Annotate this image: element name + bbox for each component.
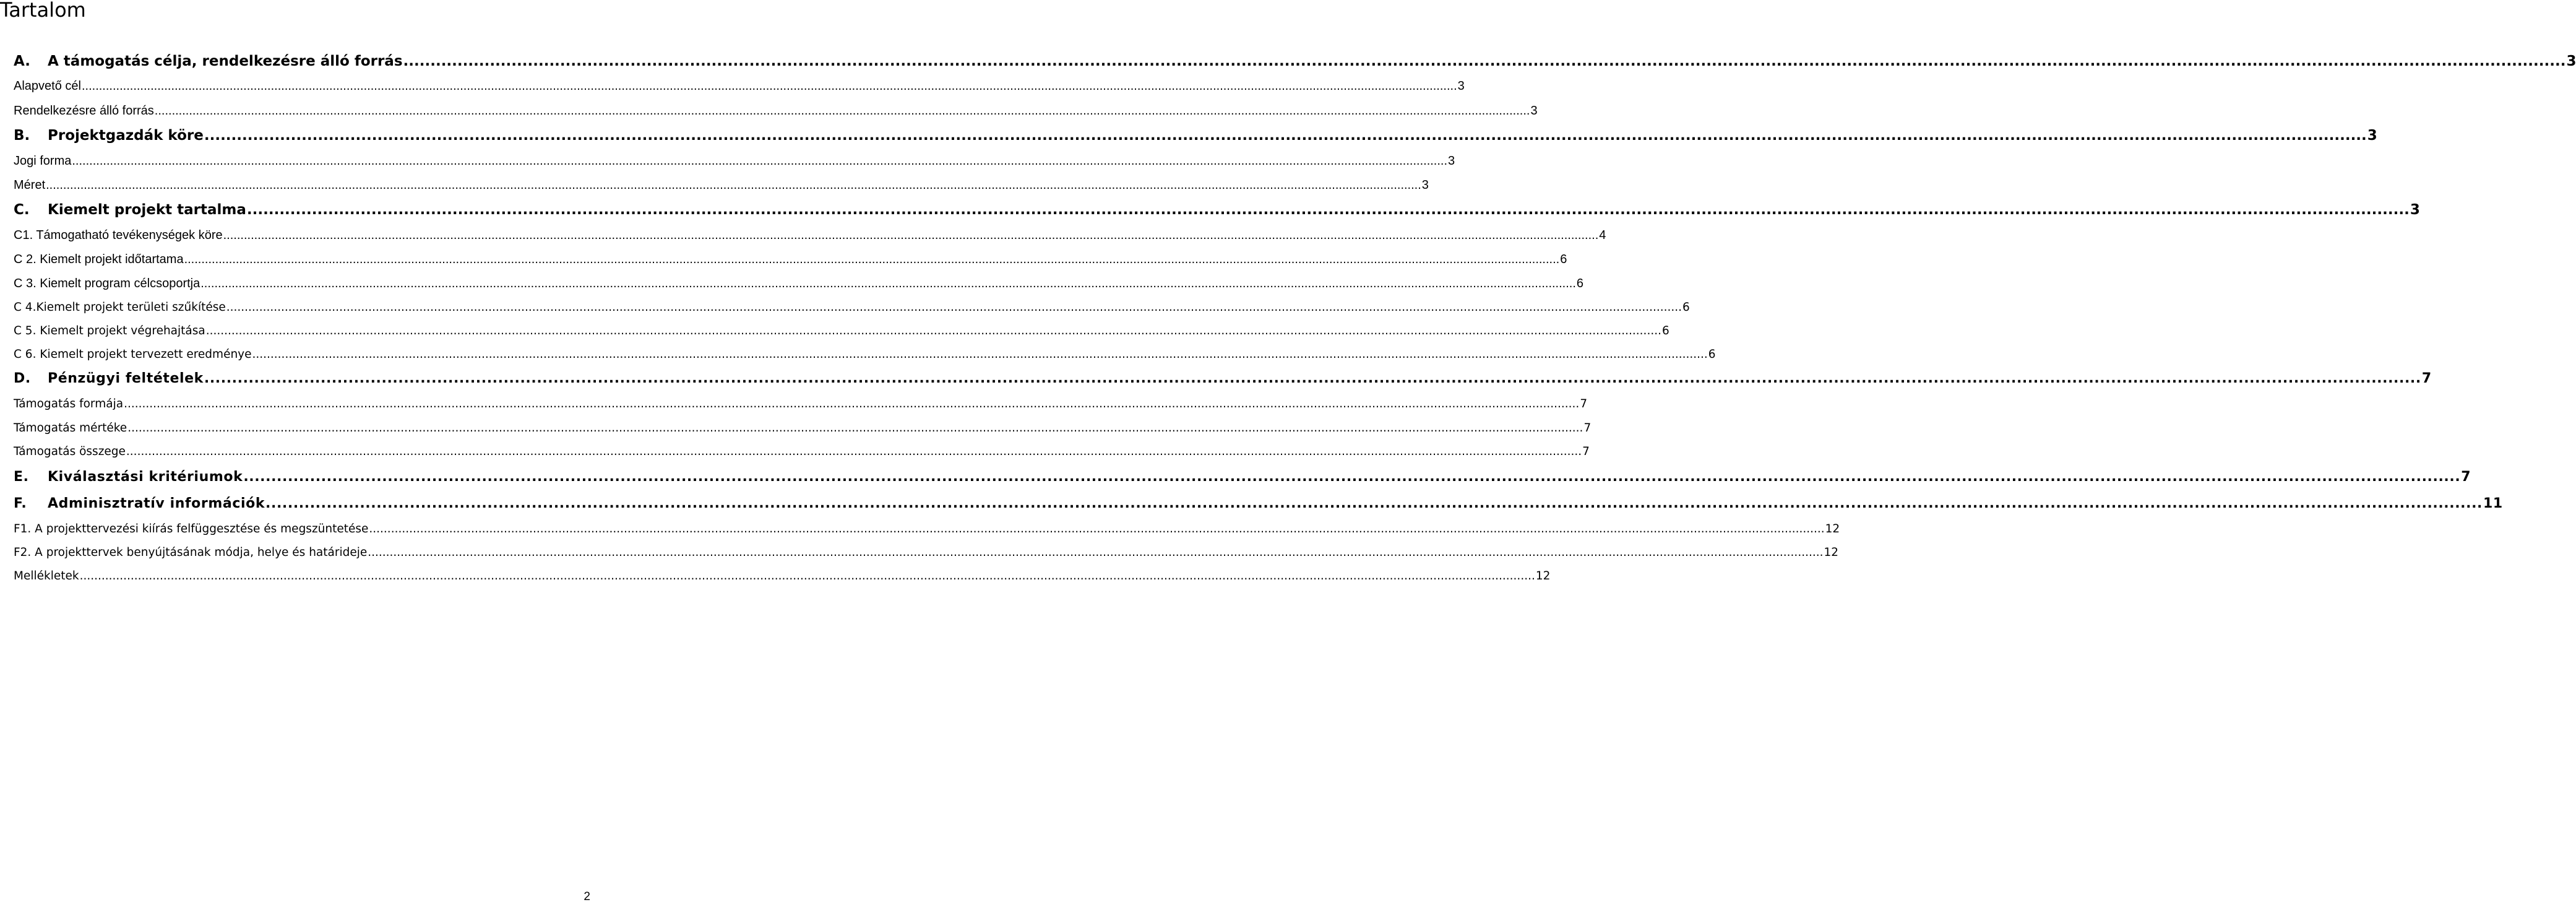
toc-entry-d[interactable] xyxy=(14,371,2432,386)
toc-text: F1. A projekttervezési kiírás felfüggesztése és megszüntetése xyxy=(14,522,369,535)
toc-entry-f[interactable] xyxy=(14,496,2503,511)
toc-text: C 2. Kiemelt projekt időtartama xyxy=(14,253,184,266)
toc-text: C 3. Kiemelt program célcsoportja xyxy=(14,277,200,290)
toc-entry-jogi-forma[interactable] xyxy=(14,154,1455,168)
toc-leader: ................................................................................................................................................................................................................................................................................................................................................................................................................ xyxy=(226,301,1682,314)
toc-entry-tamogatas-osszege[interactable] xyxy=(14,445,1590,458)
toc-leader: ................................................................................................................................................................................................................................................................................................................................................................................................................ xyxy=(246,202,2410,218)
toc-text: Támogatás formája xyxy=(14,397,124,410)
toc-text: Támogatás összege xyxy=(14,445,126,458)
toc-number: C. xyxy=(14,202,30,218)
toc-leader: ................................................................................................................................................................................................................................................................................................................................................................................................................ xyxy=(204,128,2367,144)
toc-number: D. xyxy=(14,371,31,386)
toc-page: 3 xyxy=(2367,128,2377,144)
toc-leader: ................................................................................................................................................................................................................................................................................................................................................................................................................ xyxy=(205,324,1661,337)
toc-text: Méret xyxy=(14,178,46,192)
toc-text: A támogatás célja, rendelkezésre álló forrás xyxy=(48,53,403,69)
toc-leader: ................................................................................................................................................................................................................................................................................................................................................................................................................ xyxy=(368,546,1824,559)
toc-page: 7 xyxy=(1580,397,1588,410)
toc-entry-mellekletek[interactable] xyxy=(14,570,1551,583)
toc-text: Jogi forma xyxy=(14,154,72,168)
toc-leader: ................................................................................................................................................................................................................................................................................................................................................................................................................ xyxy=(403,53,2566,69)
toc-entry-b[interactable] xyxy=(14,128,2377,144)
toc-page: 6 xyxy=(1576,277,1584,290)
toc-leader: ................................................................................................................................................................................................................................................................................................................................................................................................................ xyxy=(243,469,2461,485)
toc-page: 4 xyxy=(1599,228,1606,242)
toc-entry-tamogatas-formaja[interactable] xyxy=(14,397,1588,410)
page-title: Tartalom xyxy=(0,0,86,22)
toc-text: Rendelkezésre álló forrás xyxy=(14,104,154,118)
toc-number: A. xyxy=(14,53,30,69)
toc-entry-tamogatas-merteke[interactable] xyxy=(14,422,1592,435)
toc-label xyxy=(14,371,204,386)
toc-entry-c3[interactable] xyxy=(14,277,1584,291)
toc-leader: ................................................................................................................................................................................................................................................................................................................................................................................................................ xyxy=(265,496,2483,511)
toc-label xyxy=(14,53,403,69)
toc-page: 6 xyxy=(1682,301,1690,314)
toc-entry-a[interactable] xyxy=(14,53,2576,69)
toc-page: 3 xyxy=(2410,202,2420,218)
toc-label xyxy=(14,469,243,485)
toc-entry-c4[interactable] xyxy=(14,301,1690,314)
toc-leader: ................................................................................................................................................................................................................................................................................................................................................................................................................ xyxy=(127,422,1583,435)
toc-entry-e[interactable] xyxy=(14,469,2471,485)
toc-text: Pénzügyi feltételek xyxy=(48,371,204,386)
toc-page: 7 xyxy=(1583,422,1592,435)
toc-text: C1. Támogatható tevékenységek köre xyxy=(14,228,223,242)
toc-text: Mellékletek xyxy=(14,570,79,583)
toc-entry-c[interactable] xyxy=(14,202,2420,218)
toc-text: Kiemelt projekt tartalma xyxy=(48,202,246,218)
toc-number: B. xyxy=(14,128,30,144)
toc-text: C 6. Kiemelt projekt tervezett eredménye xyxy=(14,348,252,361)
toc-entry-rendelkezesre-allo-forras[interactable] xyxy=(14,104,1538,118)
toc-page: 3 xyxy=(1448,154,1455,168)
toc-page: 6 xyxy=(1661,324,1669,337)
toc-entry-c5[interactable] xyxy=(14,324,1669,337)
toc-text: C 5. Kiemelt projekt végrehajtása xyxy=(14,324,205,337)
toc-entry-meret[interactable] xyxy=(14,178,1429,193)
toc-leader: ................................................................................................................................................................................................................................................................................................................................................................................................................ xyxy=(124,397,1580,410)
toc-entry-c6[interactable] xyxy=(14,348,1716,361)
toc-page: 6 xyxy=(1560,253,1567,266)
toc-leader: ................................................................................................................................................................................................................................................................................................................................................................................................................ xyxy=(46,178,1421,192)
toc-label xyxy=(14,202,246,218)
toc-entry-c1[interactable] xyxy=(14,228,1606,243)
toc-page: 12 xyxy=(1825,522,1840,535)
toc-leader: ................................................................................................................................................................................................................................................................................................................................................................................................................ xyxy=(184,253,1560,266)
toc-page: 6 xyxy=(1708,348,1716,361)
toc-page: 7 xyxy=(2421,371,2432,386)
toc-label xyxy=(14,128,204,144)
toc-leader: ................................................................................................................................................................................................................................................................................................................................................................................................................ xyxy=(79,570,1535,583)
toc-leader: ................................................................................................................................................................................................................................................................................................................................................................................................................ xyxy=(72,154,1448,168)
toc-leader: ................................................................................................................................................................................................................................................................................................................................................................................................................ xyxy=(81,79,1457,93)
toc-page: 7 xyxy=(2461,469,2471,485)
toc-text: Támogatás mértéke xyxy=(14,422,127,435)
toc-page: 12 xyxy=(1824,546,1839,559)
toc-entry-alapveto-cel[interactable] xyxy=(14,79,1465,93)
toc-page: 3 xyxy=(1421,178,1429,192)
toc-page: 3 xyxy=(1530,104,1538,118)
toc-text: Kiválasztási kritériumok xyxy=(48,469,243,485)
toc-leader: ................................................................................................................................................................................................................................................................................................................................................................................................................ xyxy=(252,348,1708,361)
toc-leader: ................................................................................................................................................................................................................................................................................................................................................................................................................ xyxy=(369,522,1825,535)
toc-leader: ................................................................................................................................................................................................................................................................................................................................................................................................................ xyxy=(154,104,1530,118)
toc-page: 11 xyxy=(2483,496,2503,511)
toc-page: 3 xyxy=(2566,53,2576,69)
toc-entry-c2[interactable] xyxy=(14,253,1567,267)
toc-number: F. xyxy=(14,496,27,511)
page-number: 2 xyxy=(584,890,590,903)
toc-page: 7 xyxy=(1582,445,1590,458)
toc-label xyxy=(14,496,265,511)
toc-text: F2. A projekttervek benyújtásának módja, helye és határideje xyxy=(14,546,368,559)
toc-entry-f1[interactable] xyxy=(14,522,1840,535)
toc-leader: ................................................................................................................................................................................................................................................................................................................................................................................................................ xyxy=(200,277,1576,290)
toc-text: Alapvető cél xyxy=(14,79,81,93)
toc-leader: ................................................................................................................................................................................................................................................................................................................................................................................................................ xyxy=(223,228,1599,242)
toc-text: Adminisztratív információk xyxy=(48,496,265,511)
toc-text: C 4.Kiemelt projekt területi szűkítése xyxy=(14,301,226,314)
toc-page: 12 xyxy=(1535,570,1551,583)
toc-number: E. xyxy=(14,469,29,485)
toc-entry-f2[interactable] xyxy=(14,546,1839,559)
toc-page: 3 xyxy=(1457,79,1465,93)
toc-leader: ................................................................................................................................................................................................................................................................................................................................................................................................................ xyxy=(204,371,2421,386)
toc-text: Projektgazdák köre xyxy=(48,128,204,144)
toc-leader: ................................................................................................................................................................................................................................................................................................................................................................................................................ xyxy=(126,445,1582,458)
